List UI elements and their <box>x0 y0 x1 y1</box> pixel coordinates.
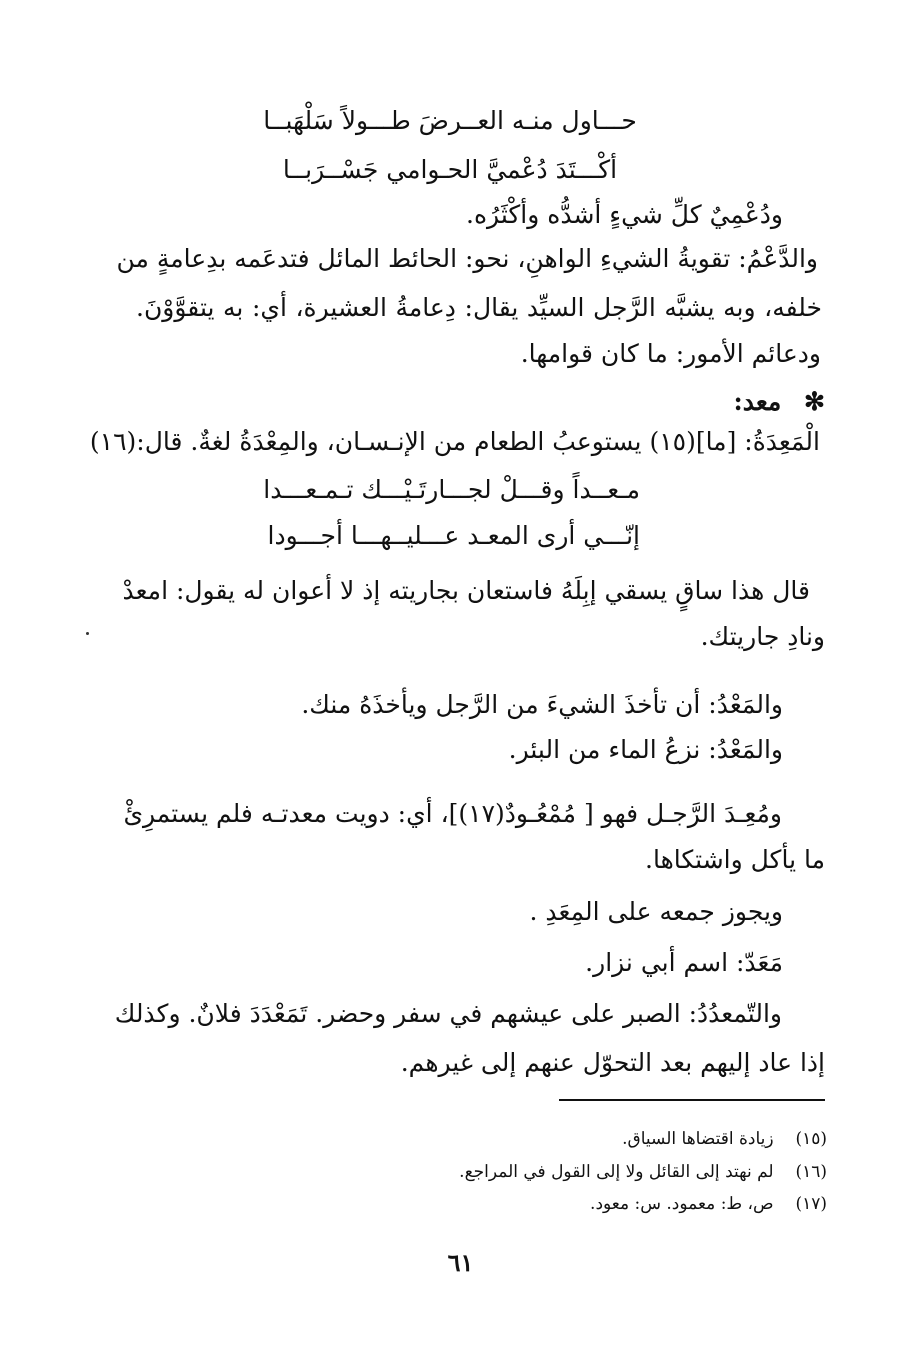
stray-dot <box>86 632 89 635</box>
footnote-number: (١٧) <box>795 1194 827 1214</box>
para1-line4: ودعائم الأمور: ما كان قوامها. <box>520 339 821 368</box>
para1-line3: خلفه، وبه يشبَّه الرَّجل السيِّد يقال: دِعامةُ العشيرة، أي: به يتقوَّوْنَ. <box>136 293 822 322</box>
para7-line1: والتّمعدُدُ: الصبر على عيشهم في سفر وحضر. تَمَعْدَدَ فلانٌ. وكذلك <box>114 999 782 1028</box>
para7-line2: إذا عاد إليهم بعد التحوّل عنهم إلى غيرهم. <box>400 1048 825 1077</box>
footnote-divider <box>559 1099 825 1101</box>
footnote-number: (١٦) <box>795 1162 827 1182</box>
page-number: ٦١ <box>447 1248 474 1277</box>
footnote-16 <box>459 1160 827 1184</box>
entry-title: معد: <box>733 387 782 416</box>
footnote-text: لم نهتد إلى القائل ولا إلى القول في المراجع. <box>459 1162 774 1182</box>
para5-line1: ومُعِـدَ الرَّجـل فهو [ مُمْعُـودٌ(١٧)]، أي: دويت معدتـه فلم يستمرِئْ <box>123 799 782 828</box>
para1-line1: ودُعْمِيٌ كلِّ شيءٍ أشدُّه وأكْثَرُه. <box>466 200 783 229</box>
footnote-text: زيادة اقتضاها السياق. <box>622 1129 774 1149</box>
para6-line1: ويجوز جمعه على المِعَدِ . <box>529 897 783 926</box>
para1-line2: والدَّعْمُ: تقويةُ الشيءِ الواهنِ، نحو: الحائط المائل فتدعَمه بدِعامةٍ من <box>116 244 818 273</box>
entry-heading <box>705 385 825 419</box>
footnote-text: ص، ط: معمود. س: معود. <box>590 1194 774 1214</box>
para2-line1: الْمَعِدَةُ: [ما](١٥) يستوعبُ الطعام من الإنـسـان، والمِعْدَةُ لغةٌ. قال:(١٦) <box>89 427 820 456</box>
footnote-number: (١٥) <box>795 1129 827 1149</box>
poem2-line1: مـعــداً وقـــلْ لجـــارتَـيْـــك تـمـعـــدا <box>263 475 640 504</box>
footnote-15 <box>622 1127 827 1151</box>
para5-line2: ما يأكل واشتكاها. <box>645 845 825 874</box>
para4-line2: والمَعْدُ: نزعُ الماء من البئر. <box>508 735 783 764</box>
entry-star-icon: ✻ <box>804 387 825 416</box>
para3-line1: قال هذا ساقٍ يسقي إبِلَهُ فاستعان بجاريته إذ لا أعوان له يقول: امعدْ <box>122 576 810 605</box>
poem1-line2: أكْـــتَدَ دُعْميَّ الحـوامي جَسْــرَبــا <box>282 155 618 184</box>
poem2-line2: إنّـــي أرى المعـد عـــليــهـــا أجـــودا <box>267 521 640 550</box>
footnote-17 <box>590 1192 827 1216</box>
para4-line1: والمَعْدُ: أن تأخذَ الشيءَ من الرَّجل ويأخذَهُ منك. <box>301 690 783 719</box>
poem1-line1: حـــاول منـه العــرضَ طـــولاً سَلْهَبــا <box>263 106 637 135</box>
para3-line2: ونادِ جاريتك. <box>700 622 825 651</box>
para6-line2: مَعَدّ: اسم أبي نزار. <box>585 948 783 977</box>
